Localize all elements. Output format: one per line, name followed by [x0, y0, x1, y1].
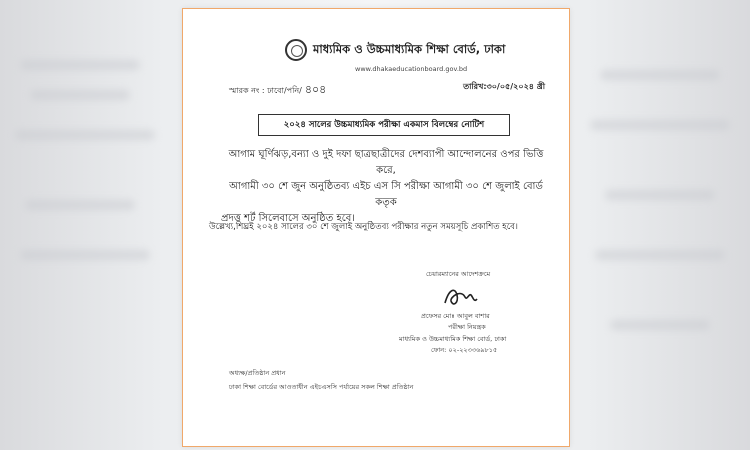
letterhead	[285, 39, 505, 61]
chairman-order: চেয়ারম্যানের আদেশক্রমে	[426, 270, 491, 278]
signatory-title: পরীক্ষা নিয়ন্ত্রক	[448, 323, 486, 331]
notice-note: উল্লেখ্য,শিঘ্রই ২০২৪ সালের ৩০ শে জুলাই অনুষ্ঠিতব্য পরীক্ষার নতুন সময়সূচি প্রকাশিত হবে।	[209, 222, 518, 232]
reference-number: স্মারক নং : ঢাবো/পনি/ ৪০৪	[229, 83, 327, 96]
notice-title: ২০২৪ সালের উচ্চমাধ্যমিক পরীক্ষা একমাস বিলম্বের নোটিশ	[258, 114, 510, 136]
signatory-phone: ফোন: ০২-২২৩৩৬৯৮১৫	[431, 346, 498, 354]
signatory-name: প্রফেসর মোঃ আবুল বাশার	[421, 312, 490, 320]
board-seal-icon	[285, 39, 307, 61]
notice-date: তারিখ:৩০/০৫/২০২৪ খ্রী	[463, 82, 545, 91]
body-line-3: প্রদত্ত শর্ট সিলেবাসে অনুষ্ঠিত হবে।	[221, 213, 355, 224]
recipient-heading: অধ্যক্ষ/প্রতিষ্ঠান প্রধান	[229, 369, 286, 377]
signatory-office: মাধ্যমিক ও উচ্চমাধ্যমিক শিক্ষা বোর্ড, ঢাকা	[399, 335, 507, 343]
board-website: www.dhakaeducationboard.gov.bd	[355, 65, 468, 73]
board-name: মাধ্যমিক ও উচ্চমাধ্যমিক শিক্ষা বোর্ড, ঢাকা	[313, 41, 506, 56]
signature-icon	[441, 283, 481, 311]
notice-body	[221, 147, 551, 227]
body-line-2: আগামী ৩০ শে জুন অনুষ্ঠিতব্য এইচ এস সি পরীক্ষা আগামী ৩০ শে জুলাই বোর্ড কতৃক	[229, 181, 543, 208]
recipient-line: ঢাকা শিক্ষা বোর্ডের আওতাধীন এইচএসসি পর্যায়ের সকল শিক্ষা প্রতিষ্ঠান	[229, 383, 414, 391]
notice-document	[182, 8, 570, 447]
body-line-1: আগাম ঘূর্ণিঝড়,বন্যা ও দুই দফা ছাত্রছাত্রীদের দেশব্যাপী আন্দোলনের ওপর ভিত্তি করে,	[228, 149, 544, 176]
